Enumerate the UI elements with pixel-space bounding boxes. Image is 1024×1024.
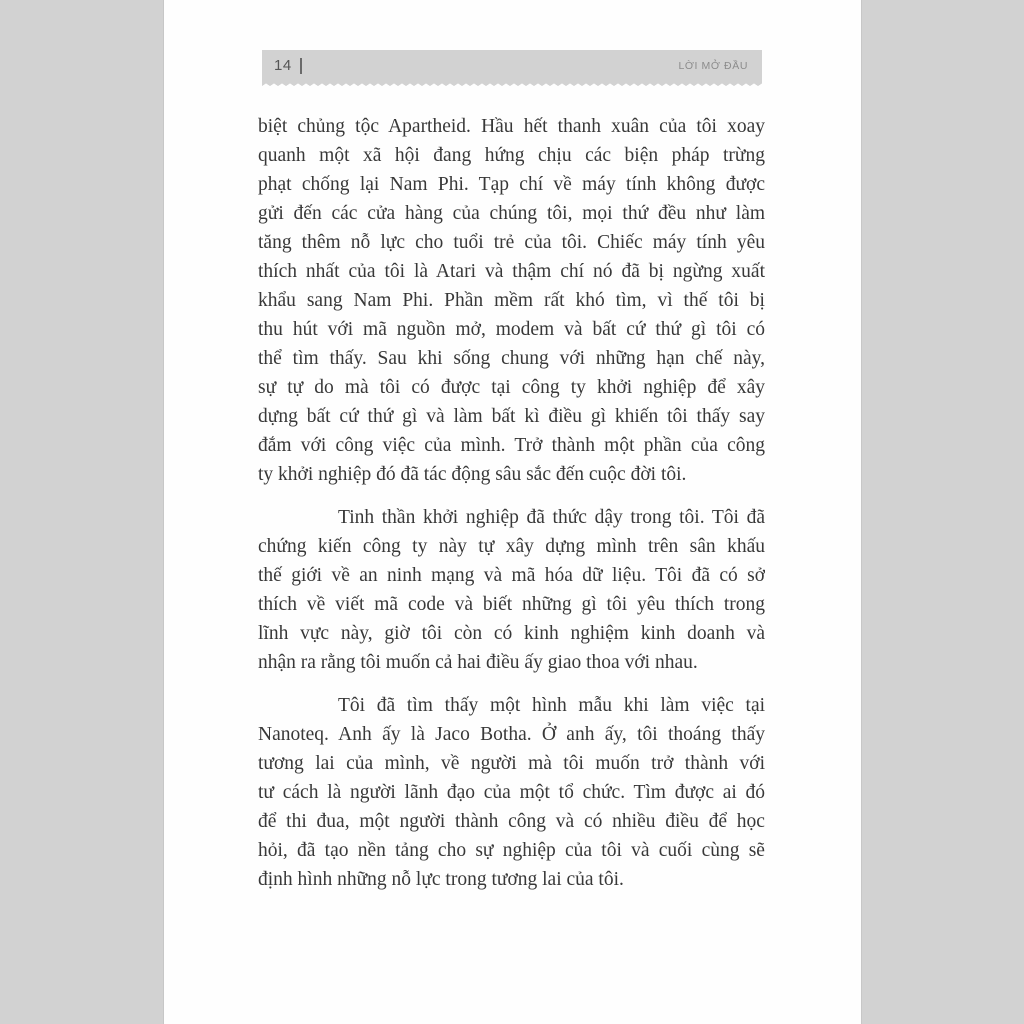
paragraph [258,503,765,677]
page-header [262,50,762,81]
text-line: khẩu sang Nam Phi. Phần mềm rất khó tìm, vì thế tôi bị [258,290,765,311]
text-line: đắm với công việc của mình. Trở thành một phần của công [258,435,765,456]
text-line: ty khởi nghiệp đó đã tác động sâu sắc đến cuộc đời tôi. [258,464,687,485]
text-line: chứng kiến công ty này tự xây dựng mình trên sân khấu [258,536,765,557]
chapter-title: LỜI MỞ ĐẦU [678,59,748,72]
text-line: nhận ra rằng tôi muốn cả hai điều ấy giao thoa với nhau. [258,652,698,673]
page-number: 14 [274,57,292,74]
right-background-panel [861,0,1024,1024]
text-line: Nanoteq. Anh ấy là Jaco Botha. Ở anh ấy, tôi thoáng thấy [258,724,765,745]
text-line: gửi đến các cửa hàng của chúng tôi, mọi thứ đều như làm [258,203,765,224]
text-line: tương lai của mình, về người mà tôi muốn trở thành với [258,753,765,774]
page-number-divider [300,58,302,74]
text-line: quanh một xã hội đang hứng chịu các biện pháp trừng [258,145,765,166]
text-line: thể tìm thấy. Sau khi sống chung với những hạn chế này, [258,348,765,369]
body-text [258,112,765,894]
text-line: để thi đua, một người thành công và có nhiều điều để học [258,811,765,832]
book-page [164,0,861,1024]
text-line: sự tự do mà tôi có được tại công ty khởi nghiệp để xây [258,377,765,398]
text-line: tư cách là người lãnh đạo của một tổ chức. Tìm được ai đó [258,782,765,803]
text-line: thế giới về an ninh mạng và mã hóa dữ liệu. Tôi đã có sở [258,565,765,586]
paragraph [258,112,765,489]
text-line: biệt chủng tộc Apartheid. Hầu hết thanh xuân của tôi xoay [258,116,765,137]
text-line: Tôi đã tìm thấy một hình mẫu khi làm việc tại [338,695,765,716]
page-header-left [274,57,302,74]
text-line: tăng thêm nỗ lực cho tuổi trẻ của tôi. Chiếc máy tính yêu [258,232,765,253]
text-line: lĩnh vực này, giờ tôi còn có kinh nghiệm kinh doanh và [258,623,765,644]
left-background-panel [0,0,164,1024]
text-line: phạt chống lại Nam Phi. Tạp chí về máy tính không được [258,174,765,195]
text-line: Tinh thần khởi nghiệp đã thức dậy trong tôi. Tôi đã [338,507,765,528]
text-line: thu hút với mã nguồn mở, modem và bất cứ thứ gì tôi có [258,319,765,340]
paragraph [258,691,765,894]
text-line: hỏi, đã tạo nền tảng cho sự nghiệp của tôi và cuối cùng sẽ [258,840,765,861]
text-line: thích nhất của tôi là Atari và thậm chí nó đã bị ngừng xuất [258,261,765,282]
text-line: định hình những nỗ lực trong tương lai của tôi. [258,869,624,890]
text-line: thích về viết mã code và biết những gì tôi yêu thích trong [258,594,765,615]
text-line: dựng bất cứ thứ gì và làm bất kì điều gì khiến tôi thấy say [258,406,765,427]
